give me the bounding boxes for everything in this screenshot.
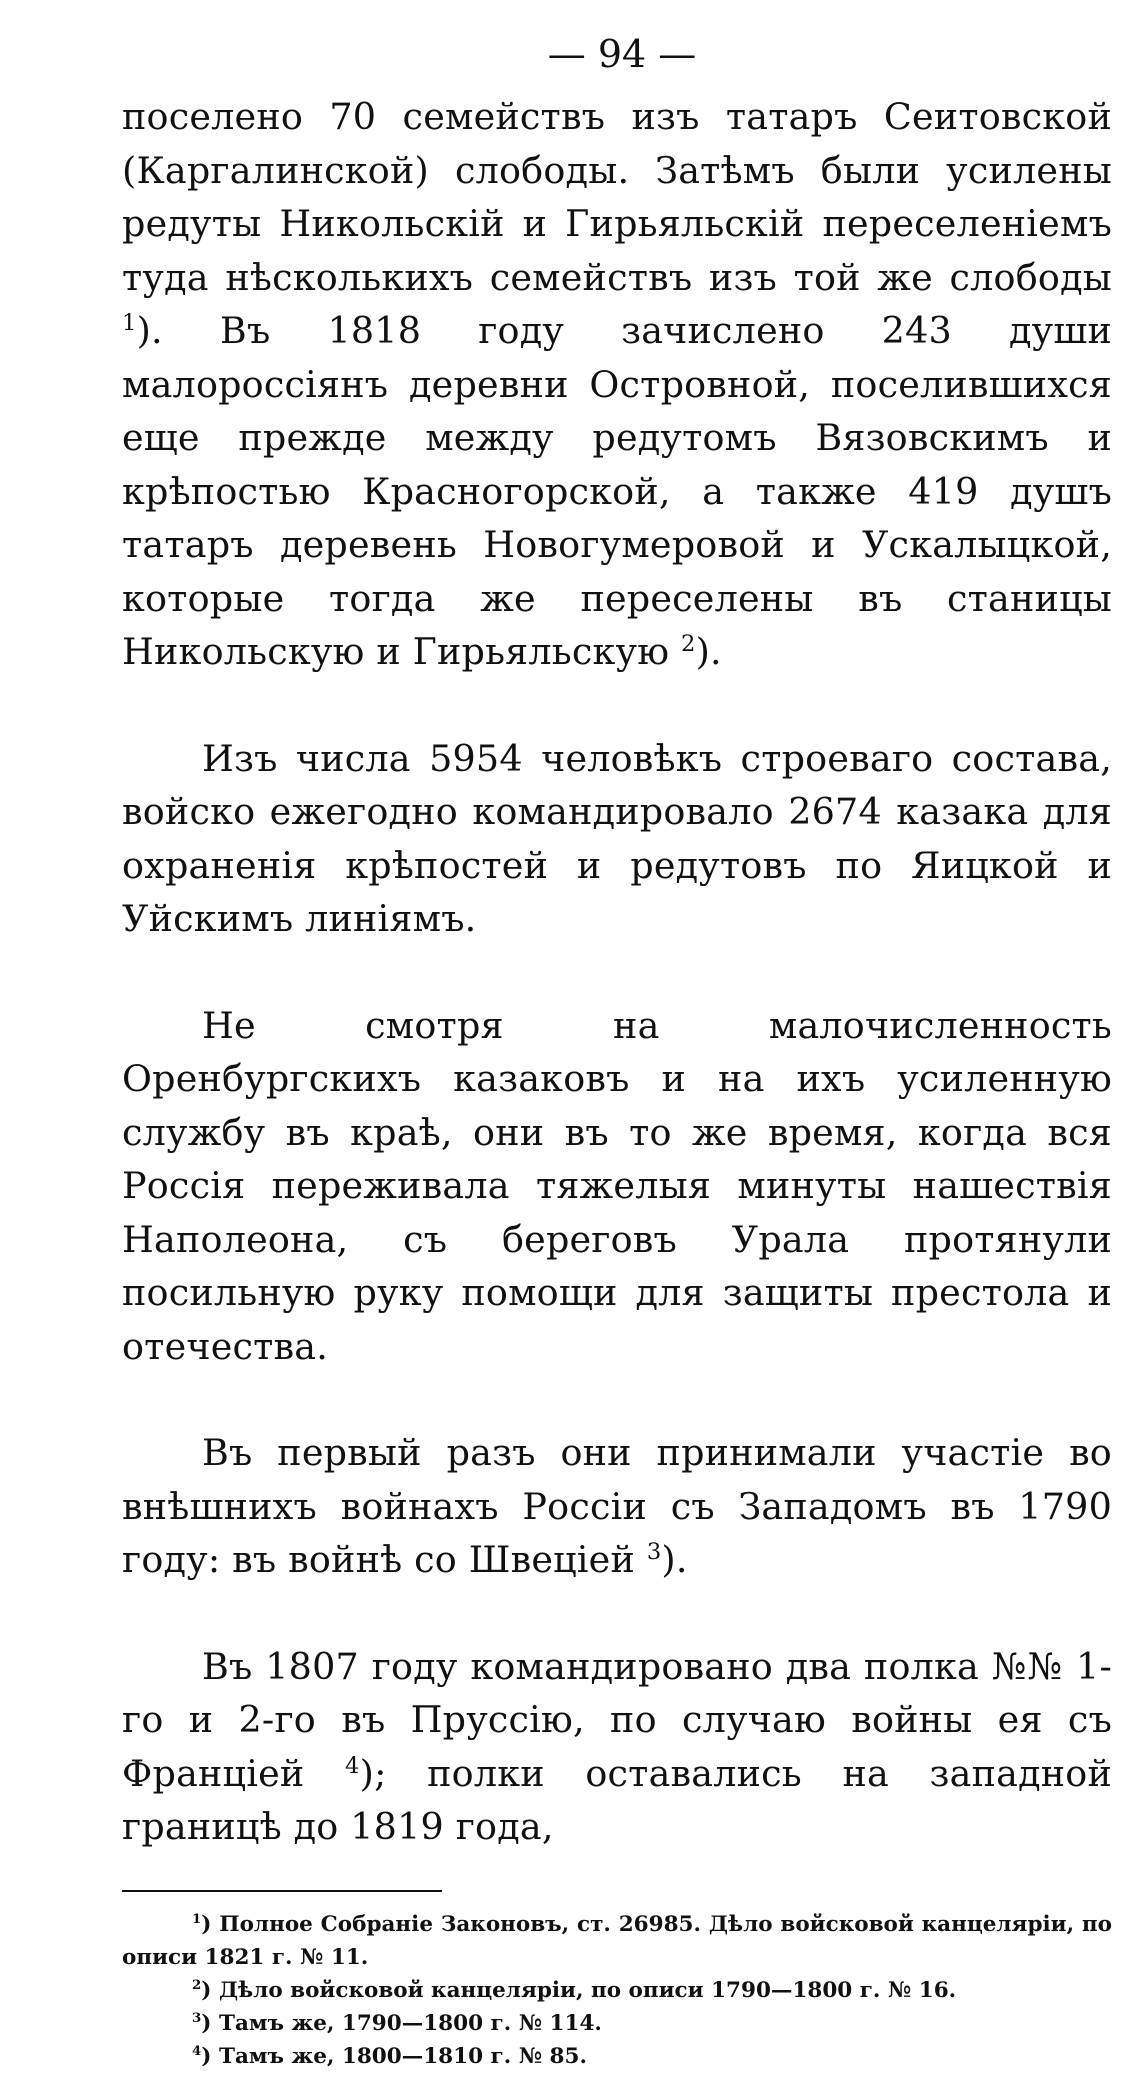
footnote-mark: 4 — [192, 2042, 202, 2059]
paragraph-4-text-b: ). — [661, 1538, 688, 1581]
footnote-1 — [122, 1908, 1112, 1974]
paragraph-1 — [122, 90, 1112, 679]
footnote-ref-3: 3 — [646, 1538, 662, 1565]
footnote-text: ) Тамъ же, 1790—1800 г. № 114. — [201, 2010, 602, 2036]
paragraph-4-text-a: Въ первый разъ они принимали участіе во внѣшнихъ войнахъ Россіи съ Западомъ въ 1790 году: въ войнѣ со Швеціей — [122, 1431, 1112, 1581]
page-number: — 94 — — [547, 32, 697, 76]
paragraph-1-text-c: ). — [695, 630, 722, 673]
footnote-ref-4: 4 — [345, 1752, 360, 1779]
footnote-divider — [122, 1890, 442, 1892]
paragraph-2: Изъ числа 5954 человѣкъ строеваго состава, войско ежегодно командировало 2674 казака для охраненія крѣпостей и редутовъ по Яицкой и Уйскимъ линіямъ. — [122, 736, 1112, 940]
footnote-3 — [122, 2007, 1112, 2040]
paragraph-5-text-b: ); полки оставались на западной границѣ до 1819 года, — [122, 1751, 1112, 1848]
paragraph-4 — [122, 1426, 1112, 1587]
footnote-2 — [122, 1974, 1112, 2007]
paragraph-1-text-b: ). Въ 1818 году зачислено 243 души малороссіянъ деревни Островной, поселившихся еще прежде между редутомъ Вязовскимъ и крѣпостью Красногорской, а также 419 душъ татаръ деревень Новогумеровой и Ускалыцкой, которые тогда же переселены въ станицы Никольскую и Гирьяльскую — [122, 309, 1112, 673]
paragraph-5 — [122, 1640, 1112, 1854]
footnote-4 — [122, 2040, 1112, 2073]
paragraph-3: Не смотря на малочисленность Оренбургскихъ казаковъ и на ихъ усиленную службу въ краѣ, они въ то же время, когда вся Россія переживала тяжелыя минуты нашествія Наполеона, съ береговъ Урала протянули посильную руку помощи для защиты престола и отечества. — [122, 1003, 1112, 1368]
footnote-text: ) Полное Собраніе Законовъ, ст. 26985. Дѣло войсковой канцеляріи, по описи 1821 г. № 11. — [122, 1911, 1112, 1970]
footnotes — [122, 1908, 1112, 2073]
body-text — [122, 90, 1112, 1854]
paragraph-5-text-a: Въ 1807 году командировано два полка №№ 1-го и 2-го въ Пруссію, по случаю войны ея съ Франціей — [122, 1644, 1112, 1795]
footnote-ref-1: 1 — [122, 309, 137, 336]
footnote-mark: 3 — [192, 2009, 202, 2026]
footnote-text: ) Дѣло войсковой канцеляріи, по описи 1790—1800 г. № 16. — [201, 1977, 957, 2003]
footnote-text: ) Тамъ же, 1800—1810 г. № 85. — [201, 2043, 587, 2069]
footnote-ref-2: 2 — [680, 630, 696, 657]
footnote-mark: 2 — [192, 1976, 202, 1993]
footnote-mark: 1 — [192, 1910, 202, 1927]
document-page — [122, 28, 1112, 2069]
paragraph-1-text-a: поселено 70 семействъ изъ татаръ Сеитовской (Каргалинской) слободы. Затѣмъ были усилены редуты Никольскій и Гирьяльскій переселеніемъ туда нѣсколькихъ семействъ изъ той же слободы — [122, 95, 1112, 299]
